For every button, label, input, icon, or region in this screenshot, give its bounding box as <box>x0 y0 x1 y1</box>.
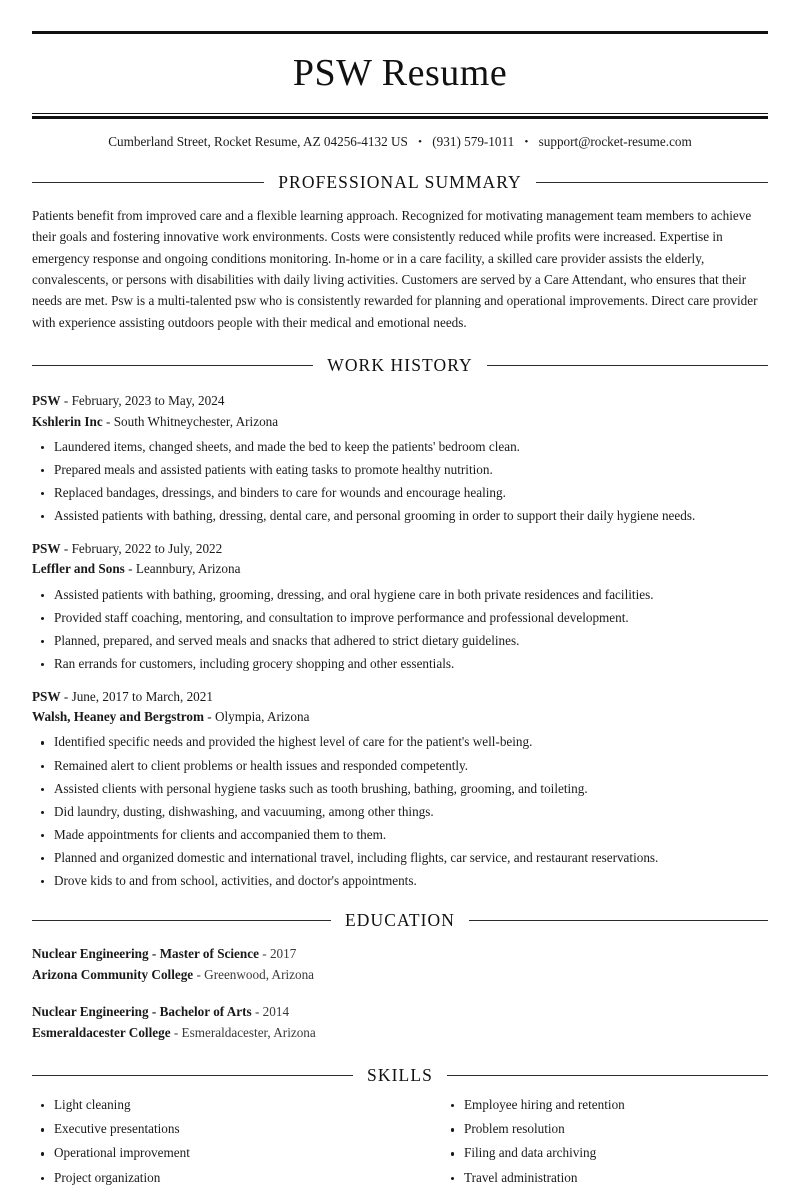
work-history-entry <box>32 539 768 672</box>
dash: - <box>60 540 72 556</box>
section-title: WORK HISTORY <box>327 355 473 376</box>
job-role: PSW <box>32 688 61 704</box>
job-role-line <box>32 391 768 411</box>
job-company: Kshlerin Inc <box>32 413 103 429</box>
list-item: Identified specific needs and provided the highest level of care for the patient's well-being. <box>32 734 768 750</box>
section-heading-work-history <box>32 355 768 376</box>
job-dates: February, 2023 to May, 2024 <box>71 393 225 409</box>
education-location: Greenwood, Arizona <box>204 966 315 982</box>
list-item: Provided staff coaching, mentoring, and consultation to improve performance and professional development. <box>32 610 768 626</box>
section-title: SKILLS <box>367 1065 433 1086</box>
education-degree-line <box>32 944 768 964</box>
heading-rule-right <box>536 182 768 183</box>
contact-email[interactable]: support@rocket-resume.com <box>538 134 692 149</box>
list-item: Travel administration <box>442 1170 768 1186</box>
education-school-line <box>32 965 768 985</box>
job-company: Walsh, Heaney and Bergstrom <box>32 708 204 724</box>
heading-rule-right <box>447 1075 768 1076</box>
contact-phone: (931) 579-1011 <box>432 134 515 149</box>
resume-page <box>0 31 800 1185</box>
heading-rule-left <box>32 365 313 366</box>
list-item: Assisted clients with personal hygiene tasks such as tooth brushing, bathing, grooming, and toileting. <box>32 781 768 797</box>
job-bullet-list <box>32 439 768 524</box>
education-year: 2017 <box>269 946 297 962</box>
list-item: Did laundry, dusting, dishwashing, and vacuuming, among other things. <box>32 804 768 820</box>
education-entry <box>32 944 768 985</box>
job-location: Olympia, Arizona <box>214 708 310 724</box>
list-item: Planned and organized domestic and international travel, including flights, car service, and restaurant reservations. <box>32 850 768 866</box>
job-company-line <box>32 707 768 727</box>
section-title: EDUCATION <box>344 910 456 931</box>
job-company: Leffler and Sons <box>32 561 125 577</box>
bullet-separator-icon: • <box>524 136 529 148</box>
job-role-line <box>32 539 768 559</box>
list-item: Light cleaning <box>32 1097 400 1113</box>
job-dates: June, 2017 to March, 2021 <box>71 688 213 704</box>
bullet-separator-icon: • <box>418 136 422 148</box>
job-role: PSW <box>32 540 61 556</box>
heading-rule-left <box>32 920 331 921</box>
page-title: PSW Resume <box>292 52 508 94</box>
list-item: Problem resolution <box>442 1121 768 1137</box>
list-item: Made appointments for clients and accompanied them to them. <box>32 827 768 843</box>
list-item: Drove kids to and from school, activities, and doctor's appointments. <box>32 873 768 889</box>
header-top-rule <box>32 31 768 34</box>
education-entry <box>32 1002 768 1043</box>
education-degree: Nuclear Engineering - Master of Science <box>32 946 259 962</box>
education-location: Esmeraldacester, Arizona <box>181 1024 316 1040</box>
list-item: Employee hiring and retention <box>442 1097 768 1113</box>
section-heading-professional-summary <box>32 172 768 193</box>
list-item: Laundered items, changed sheets, and made the bed to keep the patients' bedroom clean. <box>32 439 768 455</box>
dash: - <box>124 561 136 577</box>
work-history-entry <box>32 687 768 889</box>
heading-rule-left <box>32 1075 353 1076</box>
education-degree: Nuclear Engineering - Bachelor of Arts <box>32 1004 252 1020</box>
list-item: Replaced bandages, dressings, and binders to care for wounds and encourage healing. <box>32 485 768 501</box>
list-item: Remained alert to client problems or health issues and responded competently. <box>32 758 768 774</box>
skills-column-right <box>400 1097 768 1193</box>
job-bullet-list <box>32 734 768 888</box>
skills-list <box>442 1097 768 1185</box>
job-company-line <box>32 559 768 579</box>
section-heading-skills <box>32 1065 768 1086</box>
job-role: PSW <box>32 393 61 409</box>
section-title: PROFESSIONAL SUMMARY <box>278 171 522 192</box>
list-item: Assisted patients with bathing, grooming, dressing, and oral hygiene care in both private residences and facilities. <box>32 587 768 603</box>
list-item: Prepared meals and assisted patients with eating tasks to promote healthy nutrition. <box>32 462 768 478</box>
job-company-line <box>32 412 768 432</box>
education-school: Arizona Community College <box>32 966 194 982</box>
job-location: Leannbury, Arizona <box>135 561 241 577</box>
list-item: Filing and data archiving <box>442 1145 768 1161</box>
professional-summary-text: Patients benefit from improved care and a flexible learning approach. Recognized for motivating management team members to achieve their goals and fostering innovative work environments. Costs were consistently reduced while profits were increased. Expertise in emergency response and ongoing conditions monitoring. In-home or in a care facility, a skilled care provider assists the elderly, convalescents, or persons with disabilities with daily living activities. Customers are served by a Care Attendant, who ensures that their needs are met. Psw is a multi-talented psw who is consistently rewarded for planning and operational improvements. Direct care provider with experience assisting outdoors people with their medical and emotional needs. <box>32 207 758 330</box>
dash: - <box>60 393 72 409</box>
contact-line <box>32 134 768 150</box>
list-item: Planned, prepared, and served meals and snacks that adhered to strict dietary guidelines. <box>32 633 768 649</box>
dash: - <box>193 966 205 982</box>
header-rule-thick <box>32 116 768 119</box>
list-item: Assisted patients with bathing, dressing, dental care, and personal grooming in order to support their daily hygiene needs. <box>32 508 768 524</box>
heading-rule-right <box>469 920 768 921</box>
skills-columns <box>32 1097 768 1193</box>
job-location: South Whitneychester, Arizona <box>113 413 279 429</box>
skills-list <box>32 1097 400 1185</box>
list-item: Ran errands for customers, including grocery shopping and other essentials. <box>32 656 768 672</box>
list-item: Executive presentations <box>32 1121 400 1137</box>
list-item: Operational improvement <box>32 1145 400 1161</box>
dash: - <box>60 688 72 704</box>
contact-address: Cumberland Street, Rocket Resume, AZ 04256-4132 US <box>108 134 408 149</box>
job-role-line <box>32 687 768 707</box>
job-dates: February, 2022 to July, 2022 <box>71 540 223 556</box>
heading-rule-left <box>32 182 264 183</box>
heading-rule-right <box>487 365 768 366</box>
work-history-entry <box>32 391 768 524</box>
job-bullet-list <box>32 587 768 672</box>
education-school-line <box>32 1023 768 1043</box>
dash: - <box>102 413 114 429</box>
education-year: 2014 <box>262 1004 290 1020</box>
skills-column-left <box>32 1097 400 1193</box>
header-bottom-rule <box>32 113 768 119</box>
list-item: Project organization <box>32 1170 400 1186</box>
header-rule-thin <box>32 113 768 114</box>
section-heading-education <box>32 910 768 931</box>
dash: - <box>251 1004 263 1020</box>
dash: - <box>258 946 270 962</box>
dash: - <box>170 1024 182 1040</box>
education-degree-line <box>32 1002 768 1022</box>
dash: - <box>203 708 215 724</box>
education-school: Esmeraldacester College <box>32 1024 171 1040</box>
